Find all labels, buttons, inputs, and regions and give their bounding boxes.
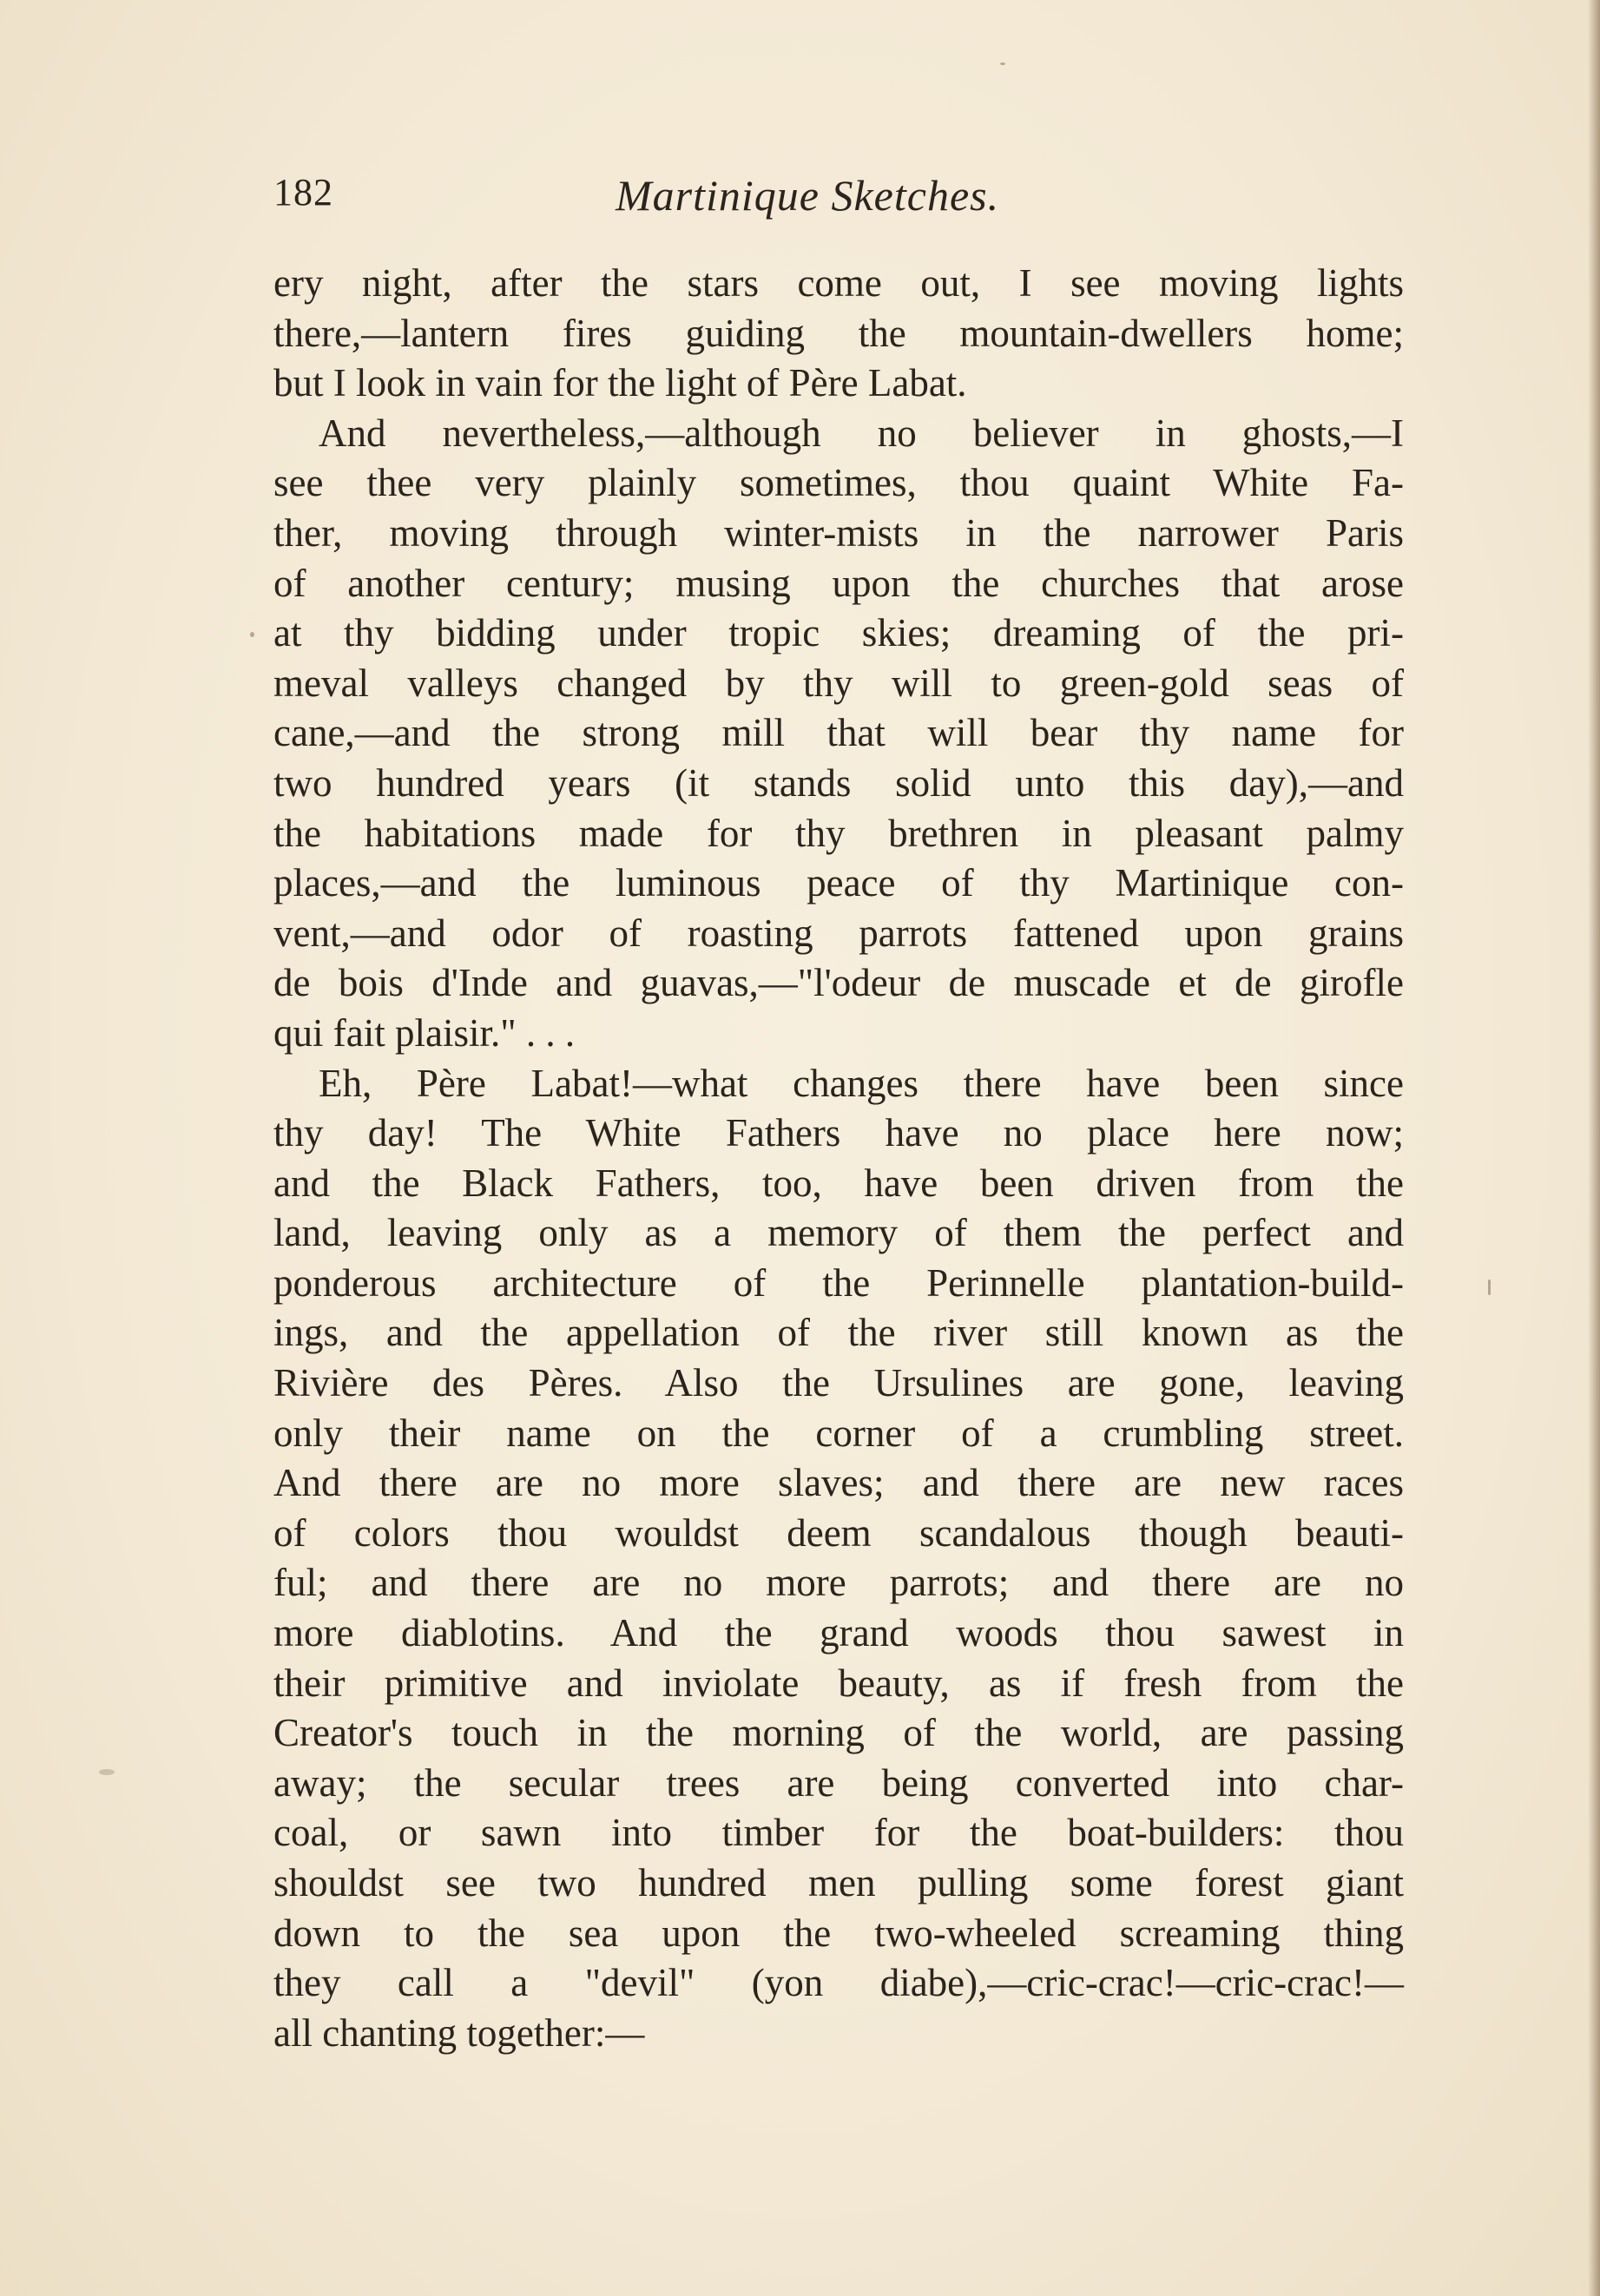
text-line: all chanting together:— (273, 2010, 645, 2055)
text-line: de bois d'Inde and guavas,—"l'odeur de muscade et de girofle (273, 961, 1404, 1005)
text-line: places,—and the luminous peace of thy Martinique con- (273, 861, 1404, 905)
page-header (273, 170, 1402, 231)
text-line: down to the sea upon the two-wheeled screaming thing (273, 1911, 1404, 1955)
text-line: they call a "devil" (yon diabe),—cric-crac!—cric-crac!— (273, 1961, 1404, 2005)
text-line: away; the secular trees are being converted into char- (273, 1760, 1404, 1805)
text-line: only their name on the corner of a crumbling street. (273, 1411, 1404, 1455)
page-edge-shadow (1588, 0, 1600, 2296)
text-line: there,—lantern fires guiding the mountain-dwellers home; (273, 311, 1404, 355)
text-line: the habitations made for thy brethren in pleasant palmy (273, 811, 1404, 855)
text-line: And nevertheless,—although no believer in ghosts,—I (319, 411, 1404, 455)
paper-speck (1000, 62, 1005, 65)
text-line: And there are no more slaves; and there are new races (273, 1461, 1404, 1505)
text-line: shouldst see two hundred men pulling some forest giant (273, 1861, 1404, 1905)
text-line: ful; and there are no more parrots; and there are no (273, 1561, 1404, 1605)
paper-speck (99, 1769, 115, 1775)
paper-speck (250, 632, 254, 637)
text-line: Rivière des Pères. Also the Ursulines are gone, leaving (273, 1361, 1404, 1405)
text-line: of another century; musing upon the churches that arose (273, 561, 1404, 605)
text-line: at thy bidding under tropic skies; dreaming of the pri- (273, 611, 1404, 655)
text-line: ponderous architecture of the Perinnelle plantation-build- (273, 1260, 1404, 1305)
text-line: of colors thou wouldst deem scandalous though beauti- (273, 1510, 1404, 1555)
text-line: see thee very plainly sometimes, thou quaint White Fa- (273, 461, 1404, 505)
text-line: but I look in vain for the light of Père Labat. (273, 361, 967, 405)
text-line: more diablotins. And the grand woods thou sawest in (273, 1611, 1404, 1655)
running-title: Martinique Sketches. (616, 171, 1000, 220)
text-line: ther, moving through winter-mists in the narrower Paris (273, 510, 1404, 555)
text-line: meval valleys changed by thy will to green-gold seas of (273, 661, 1404, 705)
text-line: their primitive and inviolate beauty, as if fresh from the (273, 1661, 1404, 1705)
text-line: coal, or sawn into timber for the boat-builders: thou (273, 1811, 1404, 1855)
text-line: Eh, Père Labat!—what changes there have been since (319, 1061, 1404, 1105)
text-line: vent,—and odor of roasting parrots fattened upon grains (273, 911, 1404, 955)
text-line: ings, and the appellation of the river still known as the (273, 1311, 1404, 1355)
text-line: qui fait plaisir." . . . (273, 1010, 576, 1055)
paper-speck (1488, 1280, 1491, 1295)
text-line: two hundred years (it stands solid unto this day),—and (273, 760, 1404, 805)
text-line: cane,—and the strong mill that will bear thy name for (273, 711, 1404, 755)
page-number: 182 (273, 171, 333, 214)
text-line: land, leaving only as a memory of them the perfect and (273, 1211, 1404, 1255)
text-line: and the Black Fathers, too, have been driven from the (273, 1161, 1404, 1205)
text-line: Creator's touch in the morning of the world, are passing (273, 1711, 1404, 1755)
text-line: ery night, after the stars come out, I see moving lights (273, 261, 1404, 305)
text-line: thy day! The White Fathers have no place here now; (273, 1111, 1404, 1155)
body-text (273, 259, 1404, 2058)
